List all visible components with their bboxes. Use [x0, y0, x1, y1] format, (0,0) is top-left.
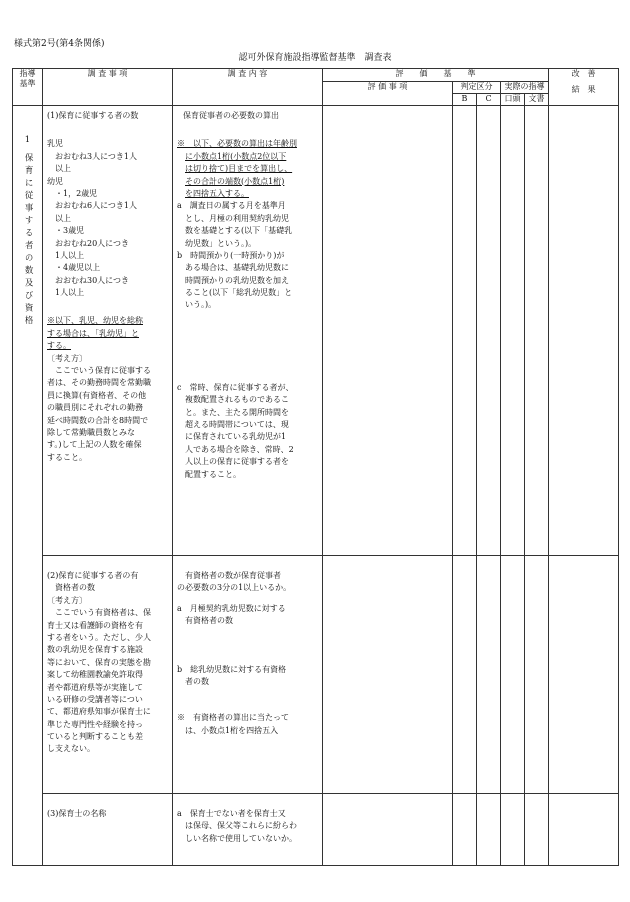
row1-improvement[interactable]: [549, 106, 619, 556]
section-cell: [13, 106, 43, 866]
row1-content: 保育従事者の必要数の算出 ※ 以下、必要数の算出は年齢別 に小数点1桁(小数点2位以下 は切り捨て)目までを算出し、 その合計の端数(小数点1桁) を四捨五入する。 a 調査日の属する月を基準月 とし、月極の利用契約乳幼児 数を基礎とする(以下「基礎乳 幼児数」という。)。 b 時間預かり(一時預かり)が ある場合は、基礎乳幼児数に 時間預かりの乳幼児数を加え ること(以下「総乳幼児数」と いう。)。 c 常時、保育に従事する者が、 複数配置されるものであるこ と。また、主たる開所時間を 超える時間帯については、現 に保育されている乳幼児が1 人である場合を除き、常時、2 人以上の保育に従事する者を 配置すること。: [173, 106, 323, 556]
header-oral: 口頭: [501, 94, 525, 106]
document-title: 認可外保育施設指導監督基準 調査表: [238, 53, 392, 63]
row3-c[interactable]: [477, 794, 501, 866]
header-standard: 指導 基準: [13, 69, 43, 106]
section-title: 保育に従事する者の数及び資格: [23, 153, 34, 329]
row2-written[interactable]: [525, 556, 549, 794]
row3-eval-item[interactable]: [323, 794, 453, 866]
header-eval-item: 評 価 事 項: [323, 82, 453, 106]
header-c: C: [477, 94, 501, 106]
row3-item: (3)保育士の名称: [43, 794, 173, 866]
row1-eval-item[interactable]: [323, 106, 453, 556]
row1-note: ※以下、乳児、幼児を総称: [47, 316, 143, 326]
header-content: 調 査 内 容: [173, 69, 323, 106]
row2-improvement[interactable]: [549, 556, 619, 794]
row2-content: 有資格者の数が保育従事者 の必要数の3分の1以上いるか。 a 月極契約乳幼児数に対する 有資格者の数 b 総乳幼児数に対する有資格 者の数 ※ 有資格者の算出に当たって は、小数点1桁を四捨五入: [173, 556, 323, 794]
inspection-table: [12, 68, 619, 866]
row1-c[interactable]: [477, 106, 501, 556]
row2-c[interactable]: [477, 556, 501, 794]
form-label: 様式第2号(第4条関係): [14, 39, 105, 49]
row2-item: (2)保育に従事する者の有 資格者の数 〔考え方〕 ここでいう有資格者は、保 育士又は看護師の資格を有 する者をいう。ただし、少人 数の乳幼児を保育する施設 等において、保育の実態を勘 案して幼稚園教諭免許取得 者や都道府県等が実施して いる研修の受講者等につい て、都道府県知事が保育士に 準じた専門性や経験を持っ ていると判断することも差 し支えない。: [43, 556, 173, 794]
header-guidance: 実際の指導: [501, 82, 549, 94]
row3-oral[interactable]: [501, 794, 525, 866]
row2-b[interactable]: [453, 556, 477, 794]
row3-written[interactable]: [525, 794, 549, 866]
row1-kangaekata: 〔考え方〕: [47, 353, 87, 363]
row3-improvement[interactable]: [549, 794, 619, 866]
row1-oral[interactable]: [501, 106, 525, 556]
row2-kangaekata: 〔考え方〕: [47, 595, 87, 605]
section-number: 1: [24, 135, 31, 145]
row1-b[interactable]: [453, 106, 477, 556]
row1-item: (1)保育に従事する者の数 乳児 おおむね3人につき1人 以上 幼児 ・1，2歳児 おおむね6人につき1人 以上 ・3歳児 おおむね20人につき 1人以上 ・4歳児以上 おおむね30人につき 1人以上 ※以下、乳児、幼児を総称 する場合は、「乳幼児」と する。 〔考え方〕 ここでいう保育に従事する 者は、その勤務時間を常勤職 員に換算(有資格者、その他 の職員別にそれぞれの勤務 延べ時間数の合計を8時間で 除して常勤職員数とみな す。)して上記の人数を確保 すること。: [43, 106, 173, 556]
row2-oral[interactable]: [501, 556, 525, 794]
header-improvement: 改 善 結 果: [549, 69, 619, 106]
row2-eval-item[interactable]: [323, 556, 453, 794]
row3-content: a 保育士でない者を保育士又 は保母、保父等これらに紛らわ しい名称で使用していないか。: [173, 794, 323, 866]
header-written: 文書: [525, 94, 549, 106]
header-evaluation: 評 価 基 準: [323, 69, 549, 82]
header-item: 調 査 事 項: [43, 69, 173, 106]
row3-b[interactable]: [453, 794, 477, 866]
header-b: B: [453, 94, 477, 106]
row1-written[interactable]: [525, 106, 549, 556]
header-judgement: 判定区分: [453, 82, 501, 94]
